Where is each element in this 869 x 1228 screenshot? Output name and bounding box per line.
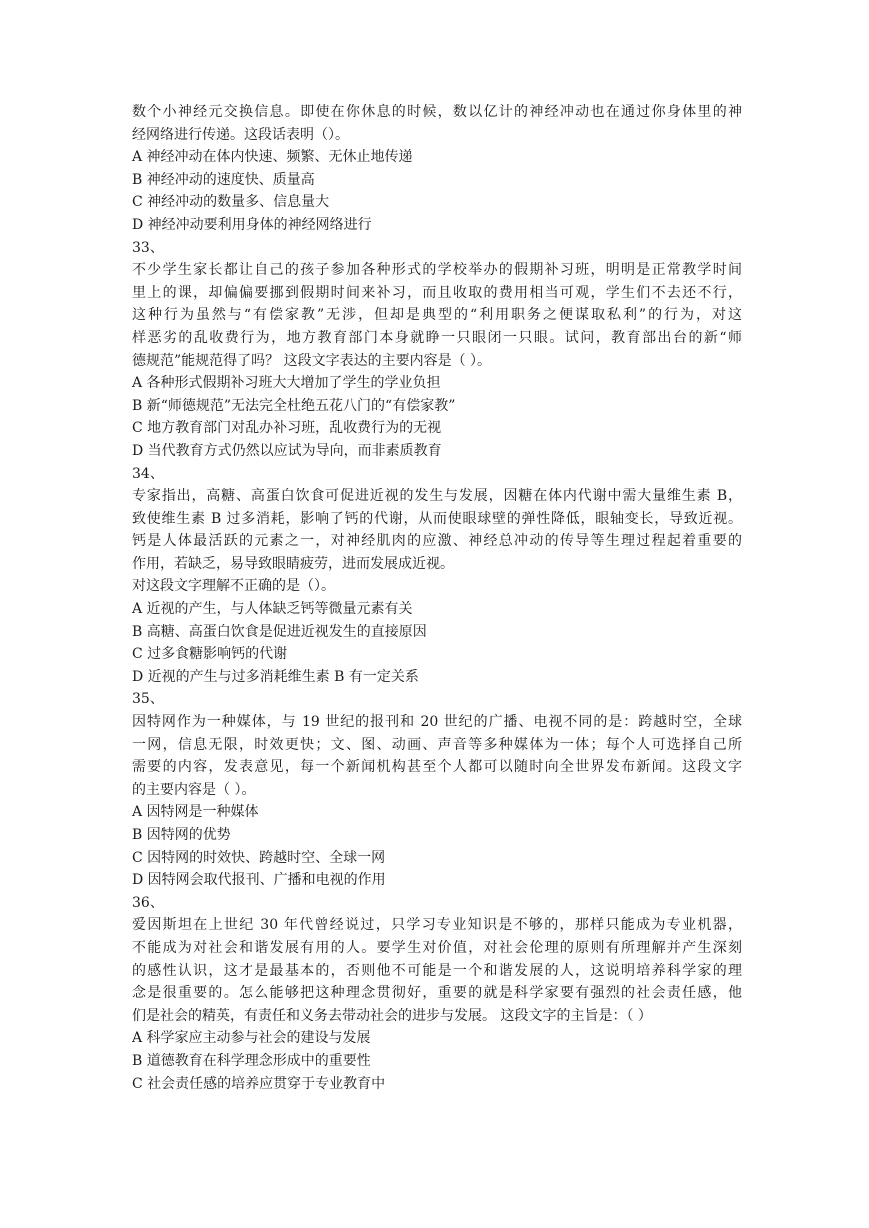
document-page [132, 101, 742, 1095]
question-line: 爱因斯坦在上世纪 30 年代曾经说过，只学习专业知识是不够的，那样只能成为专业机器， [132, 917, 742, 934]
answer-option: A 各种形式假期补习班大大增加了学生的学业负担 [132, 375, 441, 392]
question-line: 致使维生素 B 过多消耗，影响了钙的代谢，从而使眼球壁的弹性降低，眼轴变长，导致近视。 [132, 510, 742, 527]
question-33 [132, 237, 742, 463]
question-34 [132, 463, 742, 689]
question-line: 对这段文字理解不正确的是（）。 [132, 578, 335, 595]
answer-option: C 因特网的时效快、跨越时空、全球一网 [132, 849, 386, 866]
intro-question [132, 101, 742, 237]
question-line: 钙是人体最活跃的元素之一，对神经肌肉的应激、神经总冲动的传导等生理过程起着重要的 [132, 533, 742, 550]
question-line: 不少学生家长都让自己的孩子参加各种形式的学校举办的假期补习班，明明是正常教学时间 [132, 262, 742, 279]
question-line: 德规范”能规范得了吗？ 这段文字表达的主要内容是（ ）。 [132, 352, 492, 369]
answer-option: B 新“师德规范”无法完全杜绝五花八门的“有偿家教” [132, 397, 456, 414]
question-line: 不能成为对社会和谐发展有用的人。要学生对价值，对社会伦理的原则有所理解并产生深刻 [132, 939, 742, 956]
question-number: 34、 [132, 465, 164, 482]
question-line: 里上的课，却偏偏要挪到假期时间来补习，而且收取的费用相当可观，学生们不去还不行， [132, 284, 742, 301]
question-35 [132, 688, 742, 891]
question-number: 33、 [132, 239, 164, 256]
answer-option: B 神经冲动的速度快、质量高 [132, 171, 315, 188]
answer-option: C 神经冲动的数量多、信息量大 [132, 194, 330, 211]
answer-option: C 社会责任感的培养应贯穿于专业教育中 [132, 1075, 386, 1092]
answer-option: D 近视的产生与过多消耗维生素 B 有一定关系 [132, 668, 419, 685]
answer-option: D 因特网会取代报刊、广播和电视的作用 [132, 872, 386, 889]
question-line: 作用，若缺乏，易导致眼睛疲劳，进而发展成近视。 [132, 555, 454, 572]
question-number: 36、 [132, 894, 164, 911]
question-line: 因特网作为一种媒体，与 19 世纪的报刊和 20 世纪的广播、电视不同的是：跨越时空，全球 [132, 714, 742, 731]
answer-option: B 高糖、高蛋白饮食是促进近视发生的直接原因 [132, 623, 427, 640]
question-line: 这种行为虽然与“有偿家教”无涉，但却是典型的“利用职务之便谋取私利”的行为，对这 [132, 307, 742, 324]
question-line: 需要的内容，发表意见，每一个新闻机构甚至个人都可以随时向全世界发布新闻。这段文字 [132, 759, 742, 776]
answer-option: B 因特网的优势 [132, 827, 231, 843]
answer-option: D 神经冲动要利用身体的神经网络进行 [132, 216, 372, 233]
answer-option: D 当代教育方式仍然以应试为导向，而非素质教育 [132, 442, 442, 459]
question-line: 的主要内容是（ ）。 [132, 781, 256, 798]
question-line: 样恶劣的乱收费行为，地方教育部门本身就睁一只眼闭一只眼。试问，教育部出台的新“师 [132, 329, 742, 346]
answer-option: A 因特网是一种媒体 [132, 804, 259, 821]
answer-option: C 过多食糖影响钙的代谢 [132, 646, 288, 663]
question-number: 35、 [132, 691, 164, 708]
question-line: 一网，信息无限，时效更快；文、图、动画、声音等多种媒体为一体；每个人可选择自己所 [132, 736, 742, 753]
question-line: 经网络进行传递。这段话表明（）。 [132, 126, 349, 143]
question-line: 们是社会的精英，有责任和义务去带动社会的进步与发展。 这段文字的主旨是：（ ） [132, 1007, 652, 1024]
answer-option: C 地方教育部门对乱办补习班，乱收费行为的无视 [132, 420, 442, 437]
answer-option: A 神经冲动在体内快速、频繁、无休止地传递 [132, 149, 413, 166]
answer-option: A 科学家应主动参与社会的建设与发展 [132, 1030, 371, 1047]
question-line: 念是很重要的。怎么能够把这种理念贯彻好，重要的就是科学家要有强烈的社会责任感，他 [132, 985, 742, 1002]
question-36 [132, 892, 742, 1095]
question-line: 数个小神经元交换信息。即使在你休息的时候，数以亿计的神经冲动也在通过你身体里的神 [132, 104, 742, 120]
answer-option: A 近视的产生，与人体缺乏钙等微量元素有关 [132, 601, 413, 618]
answer-option: B 道德教育在科学理念形成中的重要性 [132, 1052, 371, 1069]
question-line: 的感性认识，这才是最基本的，否则他不可能是一个和谐发展的人，这说明培养科学家的理 [132, 962, 742, 979]
question-line: 专家指出，高糖、高蛋白饮食可促进近视的发生与发展，因糖在体内代谢中需大量维生素 B， [132, 488, 742, 505]
